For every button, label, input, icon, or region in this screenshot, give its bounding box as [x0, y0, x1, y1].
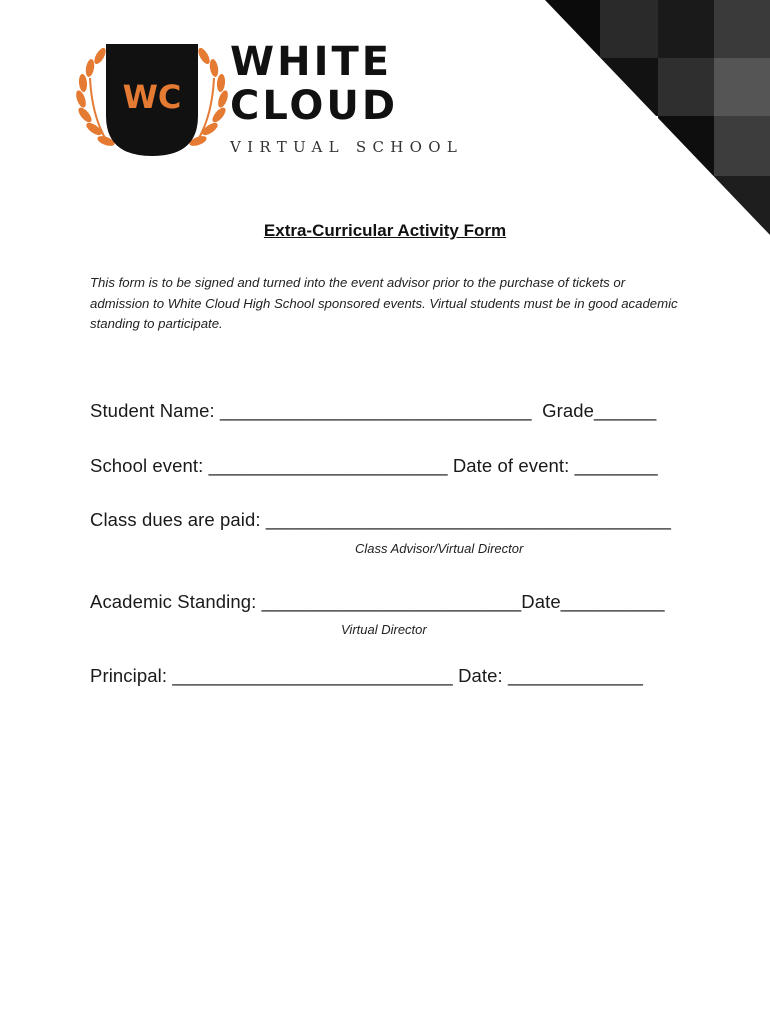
monogram-text: WC [122, 78, 182, 116]
school-event-field[interactable]: School event: _______________________ Date of event: ________ [90, 455, 658, 476]
brand-tagline: VIRTUAL SCHOOL [230, 138, 464, 156]
brand-line-white: WHITE [230, 39, 393, 85]
academic-standing-field[interactable]: Academic Standing: _________________________Date__________ [90, 591, 665, 612]
academic-standing-caption: Virtual Director [341, 622, 427, 637]
brand-line-cloud: CLOUD [230, 83, 399, 129]
principal-field[interactable]: Principal: ___________________________ Date: _____________ [90, 665, 644, 686]
form-title: Extra-Curricular Activity Form [263, 221, 507, 240]
school-brand-name [230, 40, 463, 156]
form-instructions: This form is to be signed and turned into the event advisor prior to the purchase of tickets or admission to White Cloud High School sponsored events. Virtual students must be in good academic standing to participate. [90, 275, 678, 331]
school-crest-logo [72, 38, 232, 168]
class-dues-field[interactable]: Class dues are paid: _______________________________________ [90, 509, 672, 530]
class-dues-signature-caption: Class Advisor/Virtual Director [355, 541, 524, 556]
student-name-field[interactable]: Student Name: ______________________________ Grade______ [90, 400, 657, 421]
